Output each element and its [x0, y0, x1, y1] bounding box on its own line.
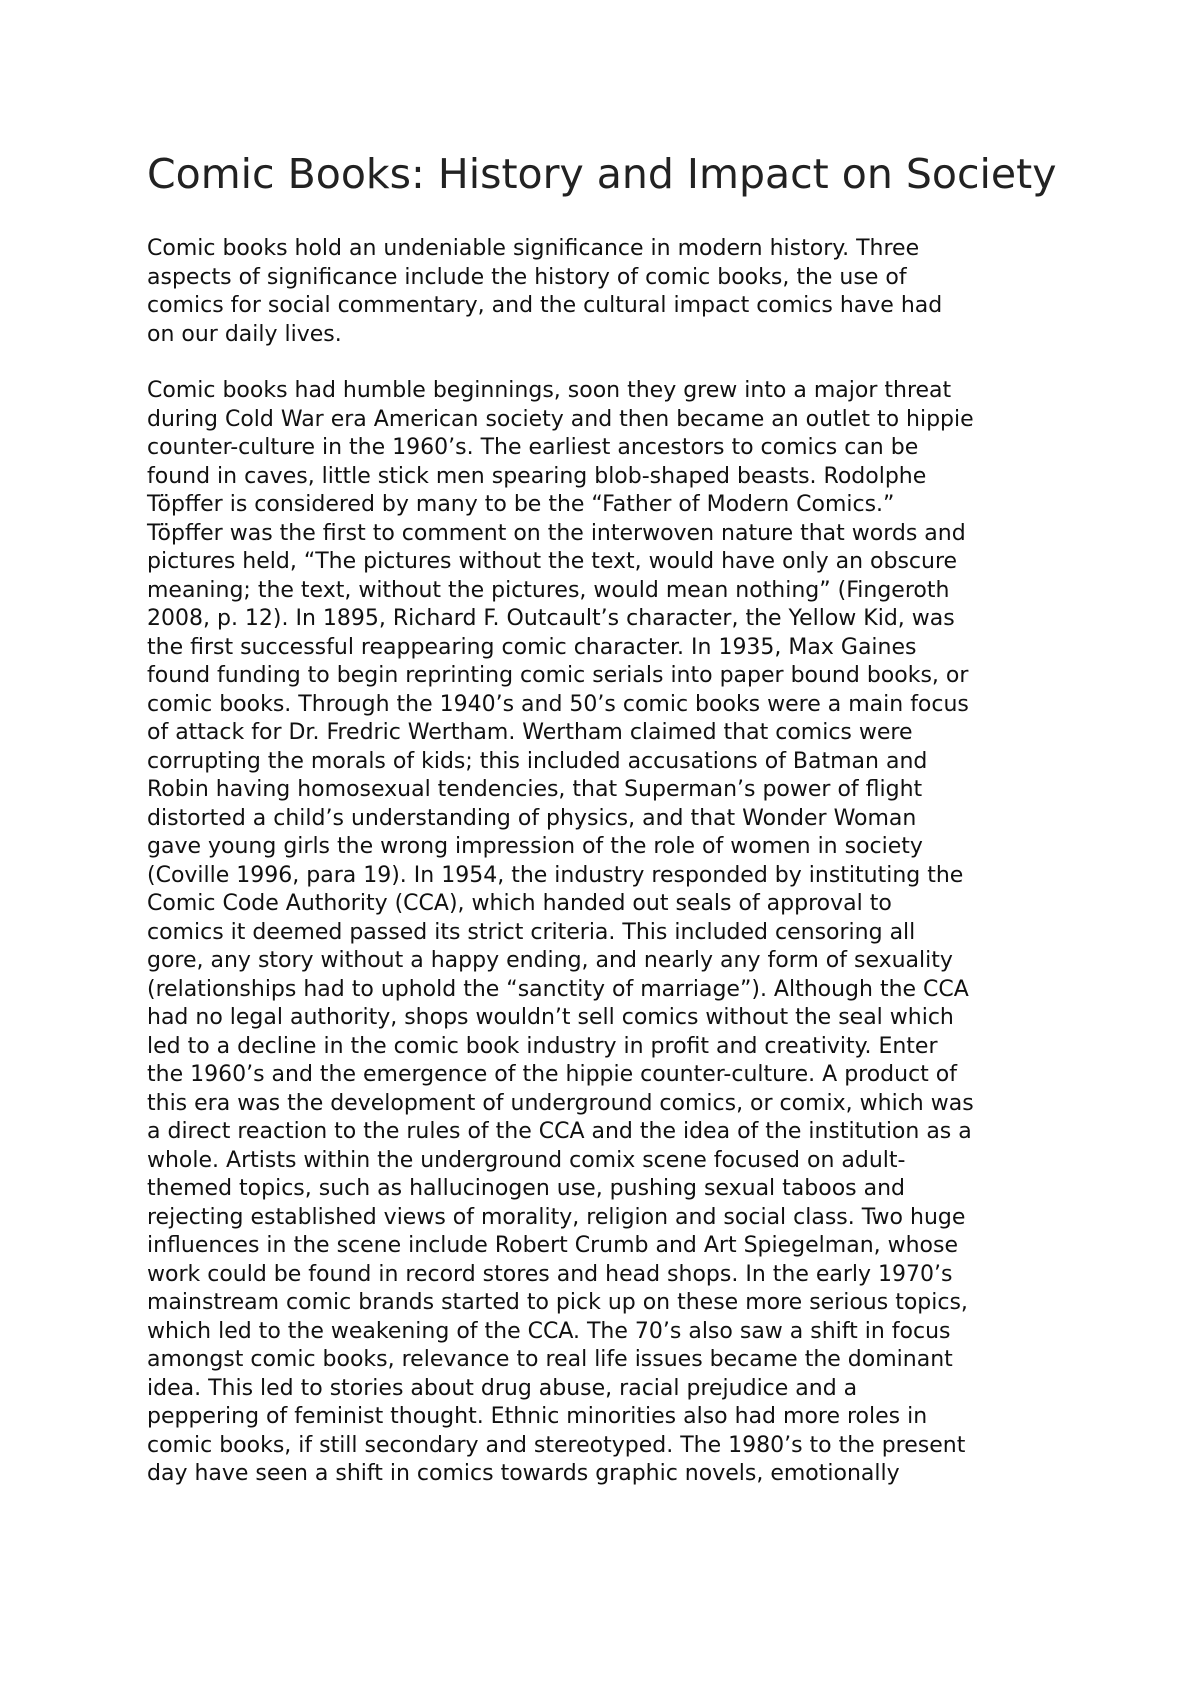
history-paragraph: Comic books had humble beginnings, soon they grew into a major threat during Cold War era American society and then became an outlet to hippie counter-culture in the 1960’s. The earliest ancestors to comics can be found in caves, little stick men spearing blob-shaped beasts. Rodolphe Töpffer is considered by many to be the “Father of Modern Comics.” Töpffer was the first to comment on the interwoven nature that words and pictures held, “The pictures without the text, would have only an obscure meaning; the text, without the pictures, would mean nothing” (Fingeroth 2008, p. 12). In 1895, Richard F. Outcault’s character, the Yellow Kid, was the first successful reappearing comic character. In 1935, Max Gaines found funding to begin reprinting comic serials into paper bound books, or comic books. Through the 1940’s and 50’s comic books were a main focus of attack for Dr. Fredric Wertham. Wertham claimed that comics were corrupting the morals of kids; this included accusations of Batman and Robin having homosexual tendencies, that Superman’s power of flight distorted a child’s understanding of physics, and that Wonder Woman gave young girls the wrong impression of the role of women in society (Coville 1996, para 19). In 1954, the industry responded by instituting the Comic Code Authority (CCA), which handed out seals of approval to comics it deemed passed its strict criteria. This included censoring all gore, any story without a happy ending, and nearly any form of sexuality (relationships had to uphold the “sanctity of marriage”). Although the CCA had no legal authority, shops wouldn’t sell comics without the seal which led to a decline in the comic book industry in profit and creativity. Enter the 1960’s and the emergence of the hippie counter-culture. A product of this era was the development of underground comics, or comix, which was a direct reaction to the rules of the CCA and the idea of the institution as a whole. Artists within the underground comix scene focused on adult- themed topics, such as hallucinogen use, pushing sexual taboos and rejecting established views of morality, religion and social class. Two huge influences in the scene include Robert Crumb and Art Spiegelman, whose work could be found in record stores and head shops. In the early 1970’s mainstream comic brands started to pick up on these more serious topics, which led to the weakening of the CCA. The 70’s also saw a shift in focus amongst comic books, relevance to real life issues became the dominant idea. This led to stories about drug abuse, racial prejudice and a peppering of feminist thought. Ethnic minorities also had more roles in comic books, if still secondary and stereotyped. The 1980’s to the present day have seen a shift in comics towards graphic novels, emotionally — [147, 378, 974, 1486]
document-title: Comic Books: History and Impact on Society — [147, 150, 1057, 198]
intro-paragraph: Comic books hold an undeniable significance in modern history. Three aspects of significance include the history of comic books, the use of comics for social commentary, and the cultural impact comics have had on our daily lives. — [147, 236, 943, 347]
document-page — [147, 146, 1077, 1489]
